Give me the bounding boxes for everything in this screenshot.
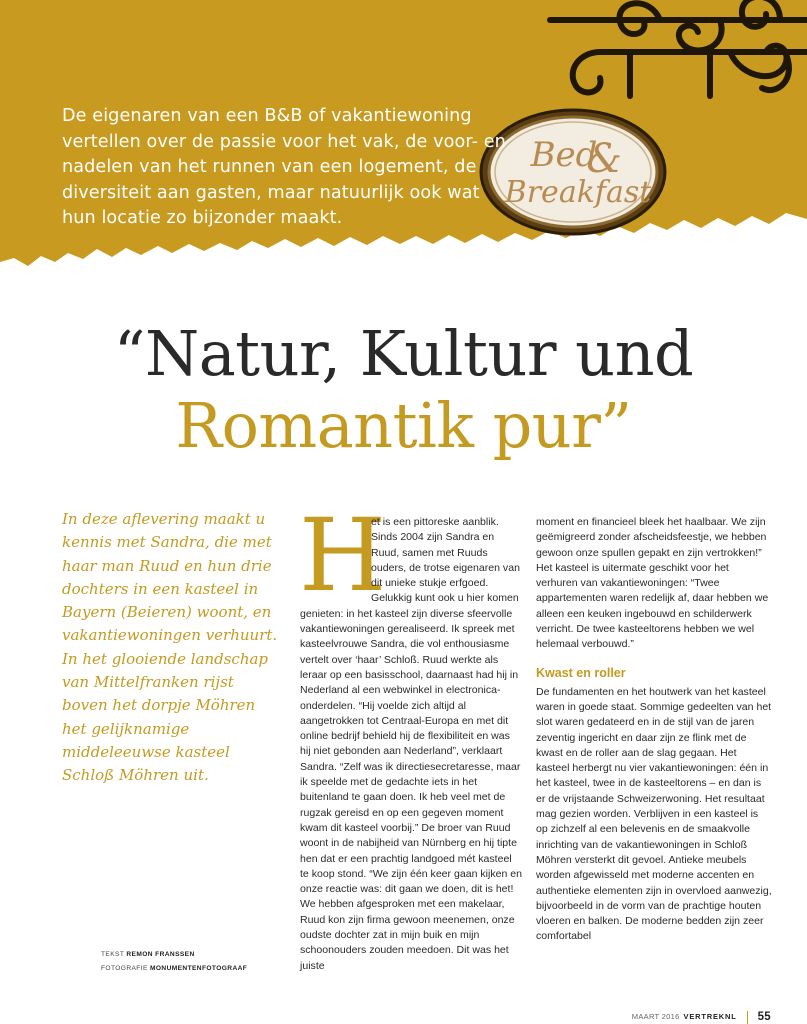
intro-text: De eigenaren van een B&B of vakantiewoning vertellen over de passie voor het vak, de voor- en nadelen van het runnen van een logement, de diversiteit aan gasten, maar natuurlijk ook wat hun locatie zo bijzonder maakt. [62,106,506,228]
credit-photo [101,962,301,976]
credit-photo-label: FOTOGRAFIE [101,965,148,972]
body-column-2-text-b: De fundamenten en het houtwerk van het kasteel waren in goede staat. Sommige gedeelten van het slot waren gedateerd en in de stijl van de jaren zeventig ingericht en daar zijn ze flink met de kwast en de roller aan de slag gegaan. Het kasteel herbergt nu vier vakantiewoningen: één in het kasteel, twee in de kasteeltorens – en dan is er de vrijstaande Schweizerwoning. Het resultaat mag gezien worden. Verblijven in een kasteel is op zichzelf al een belevenis en de smaakvolle inrichting van de vakantiewoningen in Schloß Möhren versterkt dit gevoel. Antieke meubels worden afgewisseld met moderne accenten en authentieke elementen zijn in overvloed aanwezig, bijvoorbeeld in de vorm van de prachtige houten vloeren en balken. De moderne bedden zijn zeer comfortabel [536,685,772,943]
body-column-2-text-a: moment en financieel bleek het haalbaar. We zijn geëmigreerd zonder afscheidsfeestje, we hebben gewoon onze spullen gepakt en zijn vertrokken!” Het kasteel is uitermate geschikt voor het verhuren van vakantiewoningen: “Twee appartementen waren redelijk af, daar hebben we alleen een keuken ingebouwd en schilderwerk verricht. De twee kasteeltorens hebben we wel helemaal verbouwd.” [536,516,769,651]
credit-text-label: TEKST [101,951,125,958]
lead-paragraph: In deze aflevering maakt u kennis met Sandra, die met haar man Ruud en hun drie dochters in een kasteel in Bayern (Beieren) woont, en vakantiewoningen verhuurt. In het glooiende landschap van Mittelfranken rijst boven het dorpje Möhren het gelijknamige middeleeuwse kasteel Schloß Möhren uit. [62,510,278,785]
page-footer [632,1010,771,1024]
footer-magazine: VERTREKNL [683,1012,737,1021]
body-column-1-text: et is een pittoreske aanblik. Sinds 2004 zijn Sandra en Ruud, samen met Ruuds ouders, de trotse eigenaren van dit unieke stukje erfgoed. Gelukkig kunt ook u hier komen genieten: in het kasteel zijn diverse sfeervolle vakantiewoningen gerealiseerd. Ik spreek met kasteelvrouwe Sandra, die vol enthousiasme vertelt over ‘haar’ Schloß. Ruud werkte als leraar op een basisschool, daarnaast had hij in Nederland al een webwinkel in electronica-onderdelen. “Hij voelde zich altijd al aangetrokken tot Centraal-Europa en met dit online bedrijf behield hij de flexibiliteit en was hij niet gebonden aan Nederland”, verklaart Sandra. “Zelf was ik directiesecretaresse, maar ik speelde met de gedachte iets in het buitenland te gaan doen. Ik heb veel met de rugzak gereisd en op een gegeven moment kwam dit kasteel voorbij.” De broer van Ruud woont in de nabijheid van Nürnberg en hij tipte hen dat er een prachtig landgoed mét kasteel te koop stond. “We zijn één keer gaan kijken en onze reactie was: dit gaan we doen, dit is het! We hebben afgesproken met een makelaar, Ruud kon zijn firma gewoon meenemen, onze oudste dochter zat in mijn buik en mijn schoonouders zouden meedoen. Dit was het juiste [300,516,523,972]
sign-text-bed: Bed [530,135,598,175]
credit-text [101,948,301,962]
body-column-1 [299,497,523,974]
footer-issue: MAART 2016 [631,1012,680,1021]
drop-cap: H [299,497,387,614]
bed-and-breakfast-sign [480,0,807,240]
page-number: 55 [757,1011,771,1023]
sign-text-breakfast: Breakfast [504,175,652,210]
header-band [0,0,807,300]
headline-line-2: Romantik pur” [175,389,632,462]
subheading: Kwast en roller [536,665,626,680]
body-column-2 [536,515,772,945]
sign-text-ampersand: & [586,136,622,182]
credits [101,948,301,976]
credit-photo-name: MONUMENTENFOTOGRAAF [149,965,248,972]
footer-divider [747,1011,748,1024]
credit-text-name: REMON FRANSSEN [126,951,195,958]
headline-line-1: “Natur, Kultur und [113,317,694,390]
